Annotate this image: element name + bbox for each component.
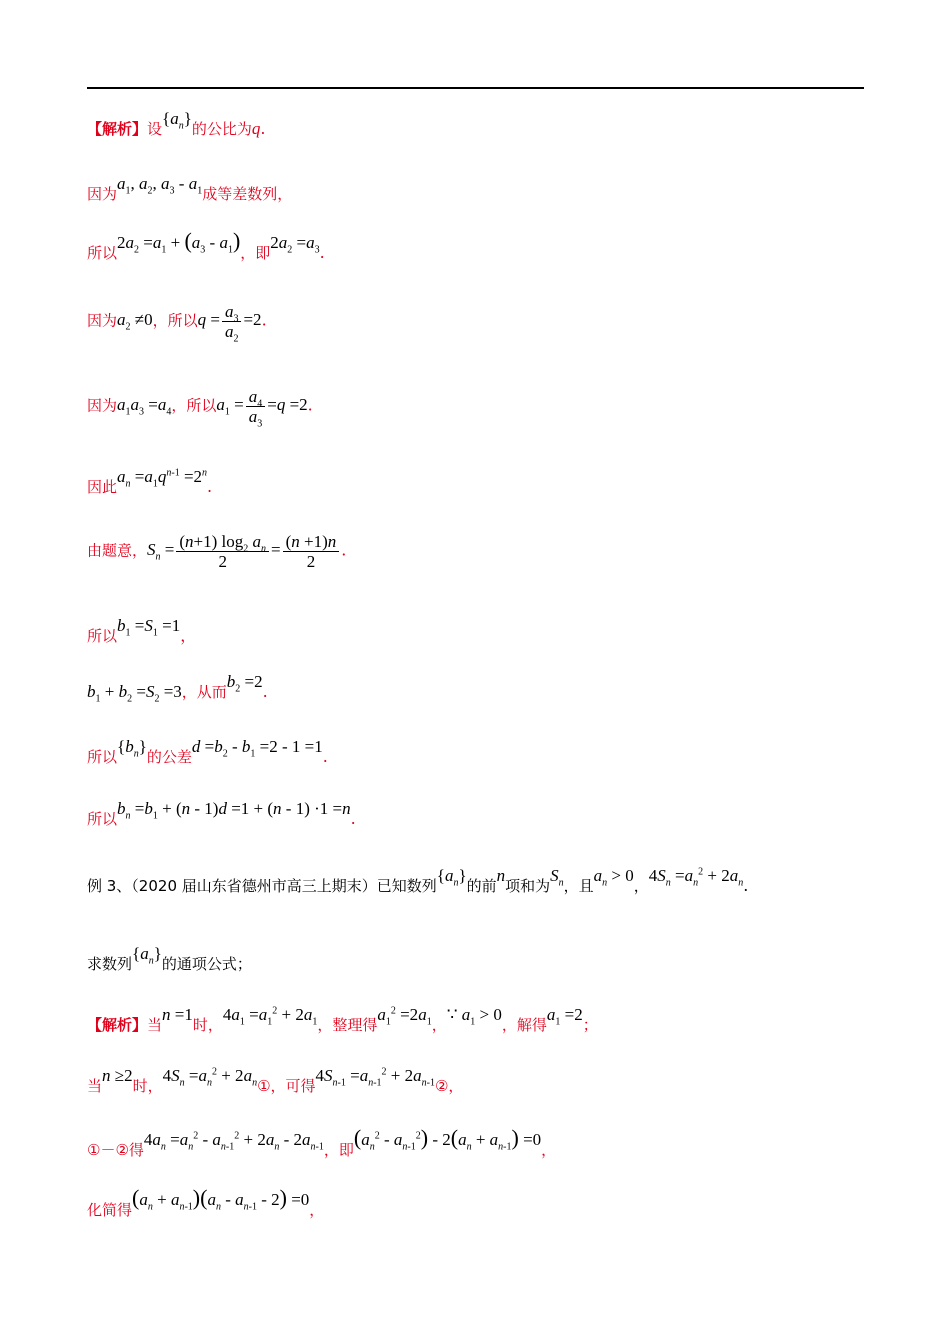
solution-line-3: 所以$2a_2 =a_1 + (a_3 - a_1)$，即$2a_2 =a_3$. bbox=[87, 228, 325, 262]
solution-line-4: 因为$a_2 \ne 0$，所以q = $\frac{a_3}{a_2}$ =2. bbox=[87, 302, 267, 345]
math-a1-eq-2: $a_1 =2$ bbox=[546, 1005, 583, 1028]
sequence-a-braces: $\{a_n\}$ bbox=[162, 109, 192, 132]
header-rule bbox=[87, 87, 864, 89]
sequence-a-braces: $\{a_n\}$ bbox=[132, 944, 162, 967]
math-an-positive: $a_n > 0$ bbox=[593, 866, 634, 889]
math-2a2-a3: $2a_2 =a_3$ bbox=[270, 233, 320, 256]
solution-line-7: 由题意，$S_n$ = $\frac{(n+1) \log_2 a_n}{2}$ = $\frac{(n +1)n}{2}$ . bbox=[87, 532, 347, 571]
solution-line-10: 所以$\{b_n\}$的公差$d =b_2 - b_1 =2 - 1 =1$. bbox=[87, 737, 328, 766]
math-q-ratio: q = $\frac{a_3}{a_2}$ =2 bbox=[197, 302, 262, 345]
solution-line-6: 因此$a_n =a_1q^{n-1} =2^n$. bbox=[87, 467, 213, 496]
math-arith-terms: $a_1$, $a_2$, $a_3 - a_1$ bbox=[117, 174, 203, 197]
math-n: n bbox=[496, 866, 506, 885]
math-factored: $(a_n + a_{n-1})(a_n - a_{n-1} - 2) =0$ bbox=[132, 1185, 310, 1213]
solution-line-1: 【解析】设$\{a_n\}$的公比为q. bbox=[87, 109, 266, 138]
solution-tag: 【解析】 bbox=[87, 120, 148, 138]
example-3-line: 例 3、（2020 届山东省德州市高三上期末）已知数列$\{a_n\}$的前n项和为$S_n$，且$a_n > 0$，$4S_n =a_n^2 + 2a_n$. bbox=[87, 866, 749, 895]
solution-line-16: ①－②得$4a_n =a_n^2 - a_{n-1}^2 + 2a_n - 2a_{n-1}$，即$(a_n^2 - a_{n-1}^2) - 2(a_n + a_{n-1}) =0$， bbox=[87, 1125, 557, 1159]
math-sn-formula: $S_n$ = $\frac{(n+1) \log_2 a_n}{2}$ = $\frac{(n +1)n}{2}$ bbox=[147, 540, 341, 559]
sequence-b-braces: $\{b_n\}$ bbox=[117, 737, 147, 760]
math-b2: $b_2 =2$ bbox=[226, 672, 263, 695]
math-difference: $4a_n =a_n^2 - a_{n-1}^2 + 2a_n - 2a_{n-1}$ bbox=[143, 1130, 324, 1153]
solution-line-8: 所以$b_1 =S_1 =1$， bbox=[87, 616, 197, 645]
solution-line-14: 【解析】当n =1时，$4a_1 =a_1^2 + 2a_1$，整理得$a_1^2 =2a_1$，∵ $a_1 > 0$，解得$a_1 =2$； bbox=[87, 1005, 598, 1034]
math-sn: $S_n$ bbox=[550, 866, 564, 889]
math-an-general: $a_n =a_1q^{n-1} =2^n$ bbox=[117, 467, 208, 490]
math-a1-ratio: $a_1$ = $\frac{a_4}{a_3}$ =q =2 bbox=[216, 387, 308, 430]
math-2a2-eq: $2a_2 =a_1 + (a_3 - a_1)$ bbox=[117, 228, 241, 256]
math-a1a3-a4: $a_1a_3 =a_4$ bbox=[117, 395, 172, 418]
solution-line-9: $b_1 + b_2 =S_2 =3$，从而$b_2 =2$. bbox=[87, 672, 268, 705]
math-n-ge-2: n ≥2 bbox=[102, 1066, 133, 1085]
math-eq-1: $4S_n =a_n^2 + 2a_n$ bbox=[162, 1066, 258, 1089]
math-a2-nonzero: $a_2 \ne 0$ bbox=[117, 310, 153, 333]
math-difference-grouped: $(a_n^2 - a_{n-1}^2) - 2(a_n + a_{n-1}) =0$ bbox=[353, 1125, 542, 1153]
math-eq-2: $4S_{n-1} =a_{n-1}^2 + 2a_{n-1}$ bbox=[315, 1066, 435, 1089]
math-a1-positive: ∵ $a_1 > 0$ bbox=[446, 1005, 502, 1028]
solution-line-2: 因为$a_1$, $a_2$, $a_3 - a_1$成等差数列， bbox=[87, 174, 293, 203]
math-bn-general: $b_n =b_1 + (n - 1)d =1 + (n - 1) \cdot 1 =n$ bbox=[117, 799, 351, 822]
math-n-eq-1: n =1 bbox=[162, 1005, 193, 1024]
solution-line-5: 因为$a_1a_3 =a_4$，所以$a_1$ = $\frac{a_4}{a_3}$ =q =2. bbox=[87, 387, 313, 430]
solution-tag: 【解析】 bbox=[87, 1016, 148, 1034]
sequence-a-braces: $\{a_n\}$ bbox=[436, 866, 467, 889]
question-line: 求数列$\{a_n\}$的通项公式； bbox=[87, 944, 252, 973]
math-4sn: $4S_n =a_n^2 + 2a_n$ bbox=[648, 866, 744, 889]
math-4a1: $4a_1 =a_1^2 + 2a_1$ bbox=[222, 1005, 318, 1028]
solution-line-17: 化简得$(a_n + a_{n-1})(a_n - a_{n-1} - 2) =0$， bbox=[87, 1185, 325, 1219]
math-b1-b2: $b_1 + b_2 =S_2 =3$ bbox=[87, 682, 182, 705]
math-a1-sq: $a_1^2 =2a_1$ bbox=[377, 1005, 432, 1028]
solution-line-15: 当n ≥2时，$4S_n =a_n^2$ + $2a_n①$，可得$4S_{n-1} =a_{n-1}^2$ + $2a_{n-1}②$， bbox=[87, 1066, 464, 1095]
math-common-diff: $d =b_2 - b_1 =2 - 1 =1$ bbox=[191, 737, 323, 760]
solution-line-11: 所以$b_n =b_1 + (n - 1)d =1 + (n - 1) \cdot 1 =n$. bbox=[87, 799, 356, 828]
math-b1: $b_1 =S_1 =1$ bbox=[117, 616, 181, 639]
